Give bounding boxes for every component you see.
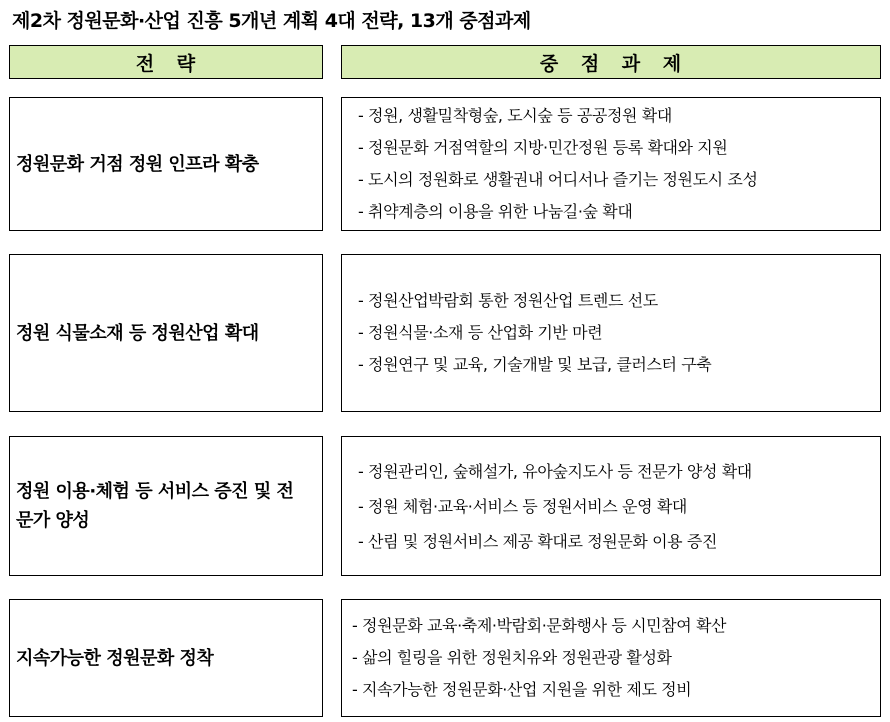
- task-item: - 삶의 힐링을 위한 정원치유와 정원관광 활성화: [352, 648, 672, 667]
- tasks-cell-2: [341, 254, 881, 412]
- strategy-label: 정원 이용·체험 등 서비스 증진 및 전문가 양성: [16, 481, 294, 531]
- task-item: - 정원연구 및 교육, 기술개발 및 보급, 클러스터 구축: [358, 355, 712, 374]
- strategy-cell-2: [9, 254, 323, 412]
- task-item: - 취약계층의 이용을 위한 나눔길·숲 확대: [358, 202, 633, 221]
- strategy-cell-1: [9, 97, 323, 231]
- task-item: - 지속가능한 정원문화·산업 지원을 위한 제도 정비: [352, 680, 692, 699]
- task-item: - 정원 체험·교육·서비스 등 정원서비스 운영 확대: [358, 496, 687, 516]
- strategy-cell-4: [9, 599, 323, 717]
- task-item: - 정원문화 교육·축제·박람회·문화행사 등 시민참여 확산: [352, 616, 727, 635]
- tasks-cell-3: [341, 436, 881, 576]
- tasks-cell-1: [341, 97, 881, 231]
- task-item: - 정원문화 거점역할의 지방·민간정원 등록 확대와 지원: [358, 138, 728, 157]
- task-item: - 정원식물·소재 등 산업화 기반 마련: [358, 323, 603, 342]
- strategy-header: 전 략: [9, 45, 323, 79]
- task-item: - 도시의 정원화로 생활권내 어디서나 즐기는 정원도시 조성: [358, 170, 758, 189]
- strategy-label: 지속가능한 정원문화 정착: [16, 647, 214, 669]
- strategy-label: 정원문화 거점 정원 인프라 확충: [16, 153, 259, 175]
- tasks-header: 중 점 과 제: [341, 45, 881, 79]
- page-title: 제2차 정원문화·산업 진흥 5개년 계획 4대 전략, 13개 중점과제: [12, 10, 531, 32]
- strategy-cell-3: [9, 436, 323, 576]
- tasks-cell-4: [341, 599, 881, 717]
- task-item: - 정원관리인, 숲해설가, 유아숲지도사 등 전문가 양성 확대: [358, 461, 752, 481]
- task-item: - 산림 및 정원서비스 제공 확대로 정원문화 이용 증진: [358, 531, 718, 551]
- task-item: - 정원, 생활밀착형숲, 도시숲 등 공공정원 확대: [358, 106, 672, 125]
- task-item: - 정원산업박람회 통한 정원산업 트렌드 선도: [358, 291, 658, 310]
- strategy-label: 정원 식물소재 등 정원산업 확대: [16, 322, 259, 344]
